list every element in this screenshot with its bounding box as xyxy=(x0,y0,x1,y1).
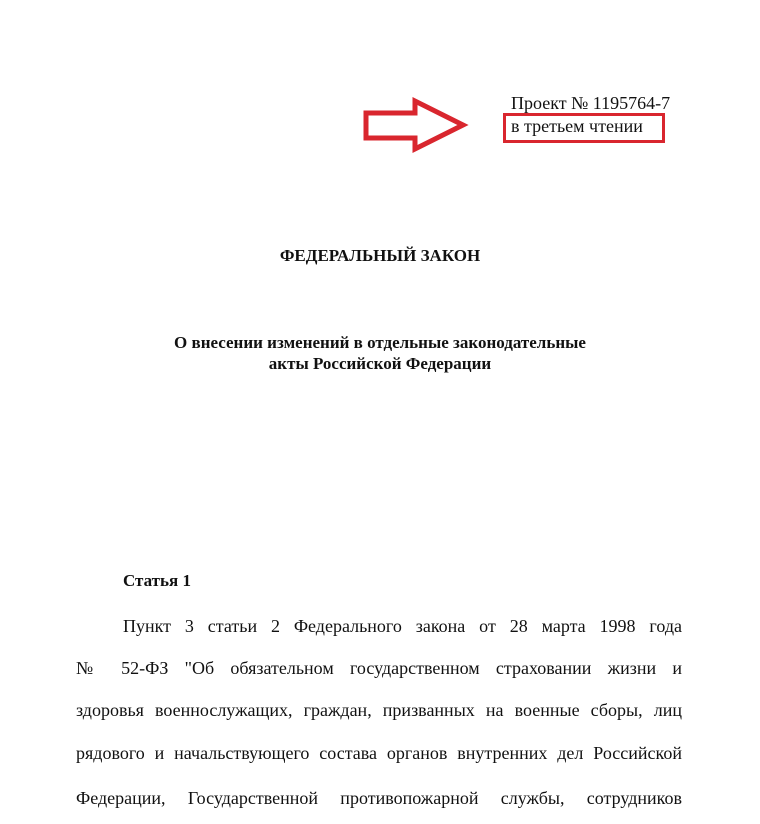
body-line: Федерации, Государственной противопожарной службы, сотрудников xyxy=(76,788,682,808)
project-number: Проект № 1195764-7 xyxy=(511,93,671,113)
reading-stage: в третьем чтении xyxy=(511,116,643,136)
article-heading: Статья 1 xyxy=(123,571,191,590)
body-line: здоровья военнослужащих, граждан, призванных на военные сборы, лиц xyxy=(76,700,682,720)
subtitle-line: О внесении изменений в отдельные законодательные xyxy=(174,333,586,352)
body-line: рядового и начальствующего состава органов внутренних дел Российской xyxy=(76,743,682,763)
red-arrow-icon xyxy=(360,96,470,156)
document-title: ФЕДЕРАЛЬНЫЙ ЗАКОН xyxy=(279,246,481,265)
highlight-box xyxy=(503,113,665,143)
subtitle-line: акты Российской Федерации xyxy=(268,354,492,373)
body-line: Пункт 3 статьи 2 Федерального закона от 28 марта 1998 года xyxy=(123,616,682,636)
body-line: № 52-ФЗ "Об обязательном государственном страховании жизни и xyxy=(76,658,682,678)
